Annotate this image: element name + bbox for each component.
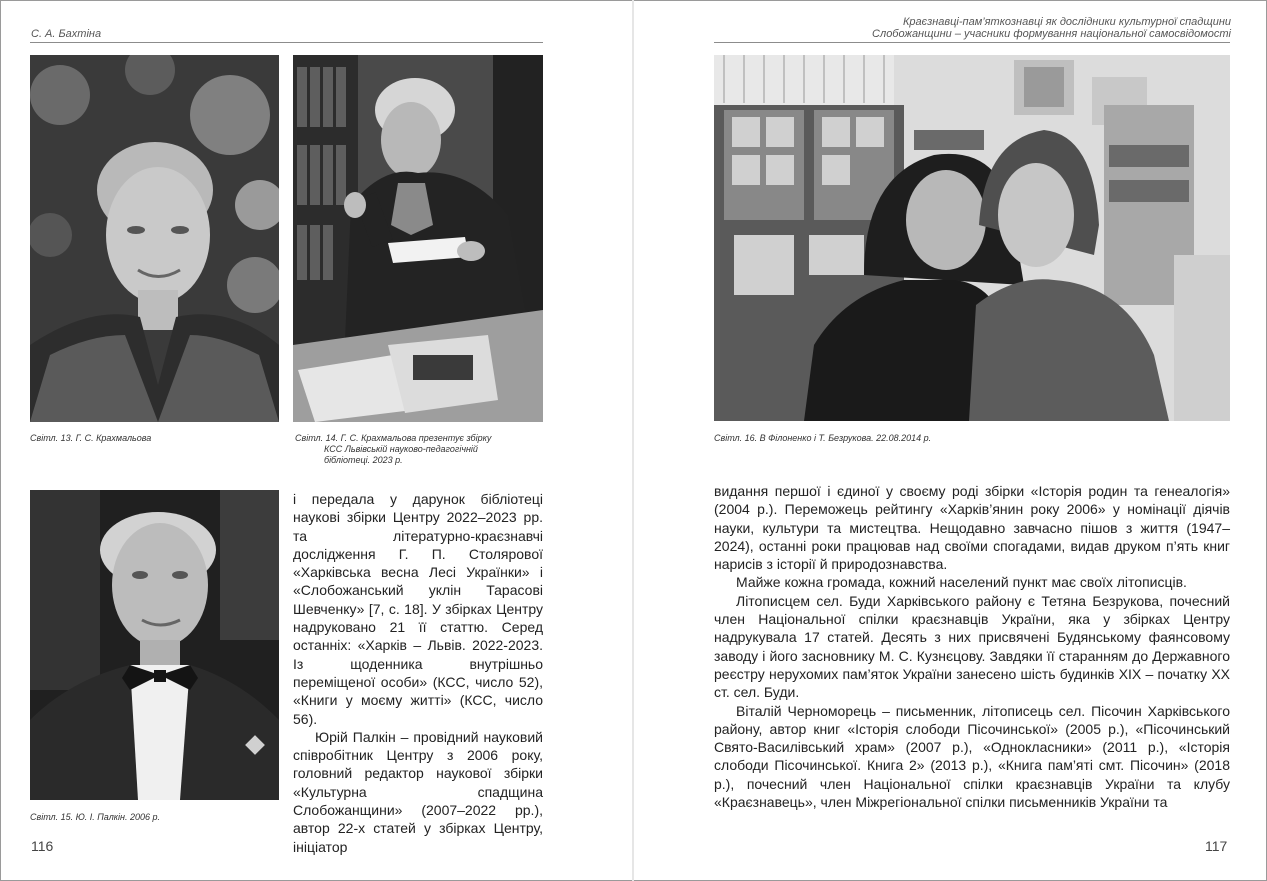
photo-16-filonenko-bezrukova	[714, 55, 1230, 421]
photo-14-krakhmalova-presenting	[293, 55, 543, 422]
photo-15-palkin-portrait	[30, 490, 279, 800]
caption-14-line2: КСС Львівській науково-педагогічній	[324, 444, 478, 454]
caption-14-line1: Світл. 14. Г. С. Крахмальова презентує збірку	[295, 433, 492, 443]
running-header-title	[872, 16, 1231, 40]
caption-13: Світл. 13. Г. С. Крахмальова	[30, 433, 152, 443]
right-paragraph-1: видання першої і єдиної у своєму роді збірки «Історія родин та генеалогія» (2004 р.). Переможець рейтингу «Харків’янин року 2006» у номінації діячів науки, культури та мистецтва. Нещодавно завчасно пішов з життя (1947–2024), останні роки працював над своїми спогадами, видав друком п’ять книг нарисів з історії й природознавства.	[714, 483, 1230, 573]
header-rule-right	[714, 42, 1230, 43]
page-number-left: 116	[31, 838, 54, 854]
right-paragraph-2: Майже кожна громада, кожний населений пункт має своїх літописців.	[736, 574, 1187, 591]
left-paragraph-2: Юрій Палкін – провідний науковий співробітник Центру з 2006 року, головний редактор наукової збірки «Культурна спадщина Слобожанщини» (2007–2022 рр.), автор 22-х статей у збірках Центру, ініціатор	[293, 728, 543, 855]
photo-13-krakhmalova-portrait	[30, 55, 279, 422]
left-paragraph-1: і передала у дарунок бібліотеці наукові збірки Центру 2022–2023 рр. та літературно-краєзнавчі дослідження Г. П. Столярової «Харківська весна Лесі Українки» і «Слобожанський уклін Тарасові Шевченку» [7, с. 18]. У збірках Центру надруковано 21 її статтю. Серед останніх: «Харків – Львів. 2022-2023. Із щоденника внутрішньо переміщеної особи» (КСС, число 52), «Книги у моєму житті» (КСС, число 56).	[293, 491, 543, 727]
left-body-text	[293, 490, 543, 856]
header-rule-left	[30, 42, 543, 43]
book-gutter	[632, 0, 634, 881]
running-header-author: С. А. Бахтіна	[31, 28, 102, 40]
caption-15: Світл. 15. Ю. І. Палкін. 2006 р.	[30, 812, 161, 822]
running-header-title-line1: Краєзнавці-пам’яткознавці як дослідники культурної спадщини	[902, 16, 1231, 28]
page-number-right: 117	[1205, 838, 1228, 854]
caption-14	[295, 433, 491, 466]
caption-16: Світл. 16. В Філоненко і Т. Безрукова. 22.08.2014 р.	[714, 433, 932, 443]
right-paragraph-4: Віталій Черноморець – письменник, літописець сел. Пісочин Харківського району, автор книг «Історія слободи Пісочинської» (2005 р.), «Пісочинський Свято-Василівський храм» (2007 р.), «Однокласники» (2011 р.), «Історія слободи Пісочинської. Книга 2» (2013 р.), «Книга пам’яті смт. Пісочин» (2018 р.), почесний член Національної спілки краєзнавців України та клубу «Краєзнавець», член Міжрегіональної спілки письменників України та	[714, 702, 1230, 811]
right-body-text	[714, 482, 1230, 811]
caption-14-line3: бібліотеці. 2023 р.	[324, 455, 403, 465]
right-paragraph-3: Літописцем сел. Буди Харківського району є Тетяна Безрукова, почесний член Національної спілки краєзнавців України, яка у збірках Центру надрукувала 17 статей. Десять з них присвячені Будянському фаянсовому заводу і його засновнику М. С. Кузнєцову. Завдяки її старанням до Державного реєстру нерухомих пам’яток України занесено шість будинків XIX – початку XX ст. сел. Буди.	[714, 592, 1230, 701]
running-header-title-line2: Слобожанщини – учасники формування національної самосвідомості	[872, 28, 1231, 40]
